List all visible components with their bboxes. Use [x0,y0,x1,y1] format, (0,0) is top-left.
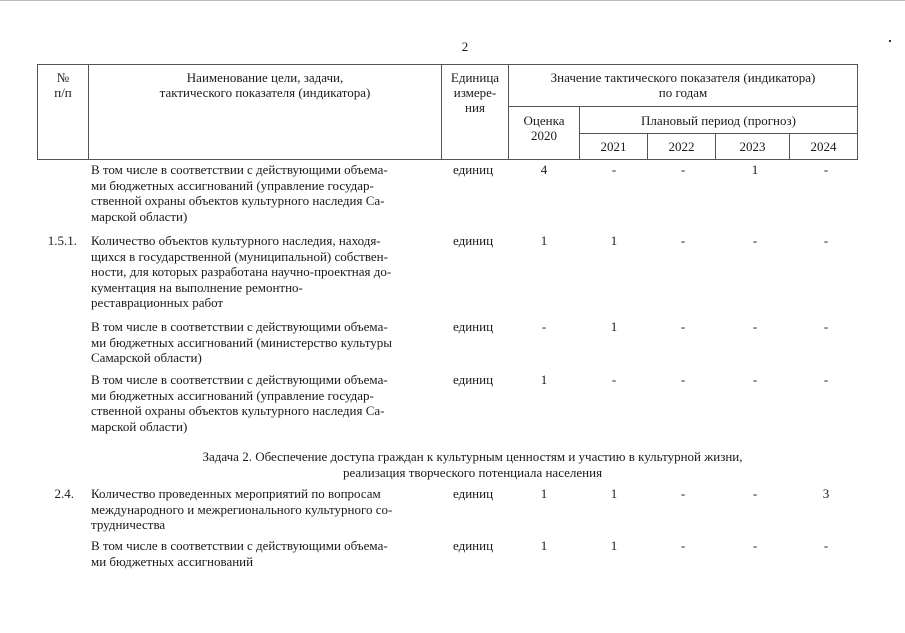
row-value: - [752,372,758,387]
row-value: 1 [751,162,759,177]
header-planned: Плановый период (прогноз) [580,107,858,134]
row-value: - [680,233,686,248]
row-value: - [823,538,829,553]
row-value: 1 [540,538,548,553]
row-value: 1 [540,233,548,248]
row-value: 1 [610,233,618,248]
row-name: В том числе в соответствии с действующими объема- ми бюджетных ассигнований (министерство культуры Самарской области) [91,319,392,366]
row-value: - [752,538,758,553]
row-unit: единиц [453,319,494,334]
header-year: 2024 [790,134,858,160]
row-name: Количество объектов культурного наследия, находя- щихся в государственной (муниципальной) собствен- ности, для которых разработана научно-проектная до- кументация на выполнение ремонтно- реставрационных работ [91,233,392,311]
row-name: Количество проведенных мероприятий по вопросам международного и межрегионального культурного со- трудничества [91,486,393,533]
row-value: - [823,372,829,387]
row-value: - [752,486,758,501]
row-value: - [611,162,617,177]
row-name: В том числе в соответствии с действующими объема- ми бюджетных ассигнований [91,538,388,569]
row-value: 1 [610,319,618,334]
row-value: - [752,233,758,248]
row-value: - [680,538,686,553]
row-value: - [680,162,686,177]
page-number: 2 [461,39,469,54]
row-value: 1 [610,486,618,501]
row-name: В том числе в соответствии с действующими объема- ми бюджетных ассигнований (управление государ- ственной охраны объектов культурного наследия Са- марской области) [91,162,388,224]
row-unit: единиц [453,233,494,248]
row-unit: единиц [453,538,494,553]
header-values-group: Значение тактического показателя (индикатора) по годам [509,65,858,107]
row-value: - [823,162,829,177]
row-value: - [752,319,758,334]
row-num: 2.4. [54,486,74,501]
row-value: 1 [610,538,618,553]
row-value: - [680,486,686,501]
header-unit: Единица измере- ния [442,65,509,160]
header-estimate: Оценка 2020 [509,107,580,160]
row-value: - [680,319,686,334]
row-unit: единиц [453,486,494,501]
row-value: 1 [540,372,548,387]
task-heading: Задача 2. Обеспечение доступа граждан к культурным ценностям и участию в культурной жизни, реализация творческого потенциала населения [202,449,743,480]
row-value: - [823,233,829,248]
row-unit: единиц [453,372,494,387]
header-year: 2021 [580,134,648,160]
row-name: В том числе в соответствии с действующими объема- ми бюджетных ассигнований (управление государ- ственной охраны объектов культурного наследия Са- марской области) [91,372,388,434]
row-value: - [611,372,617,387]
row-unit: единиц [453,162,494,177]
row-value: - [823,319,829,334]
header-year: 2023 [716,134,790,160]
header-name: Наименование цели, задачи, тактического показателя (индикатора) [89,65,442,160]
table-header [37,64,858,160]
row-value: 4 [540,162,548,177]
row-value: 3 [822,486,830,501]
page-top-edge [0,0,905,1]
header-num: № п/п [38,65,89,160]
row-value: - [541,319,547,334]
header-year: 2022 [648,134,716,160]
row-value: - [680,372,686,387]
row-value: 1 [540,486,548,501]
row-num: 1.5.1. [47,233,77,248]
